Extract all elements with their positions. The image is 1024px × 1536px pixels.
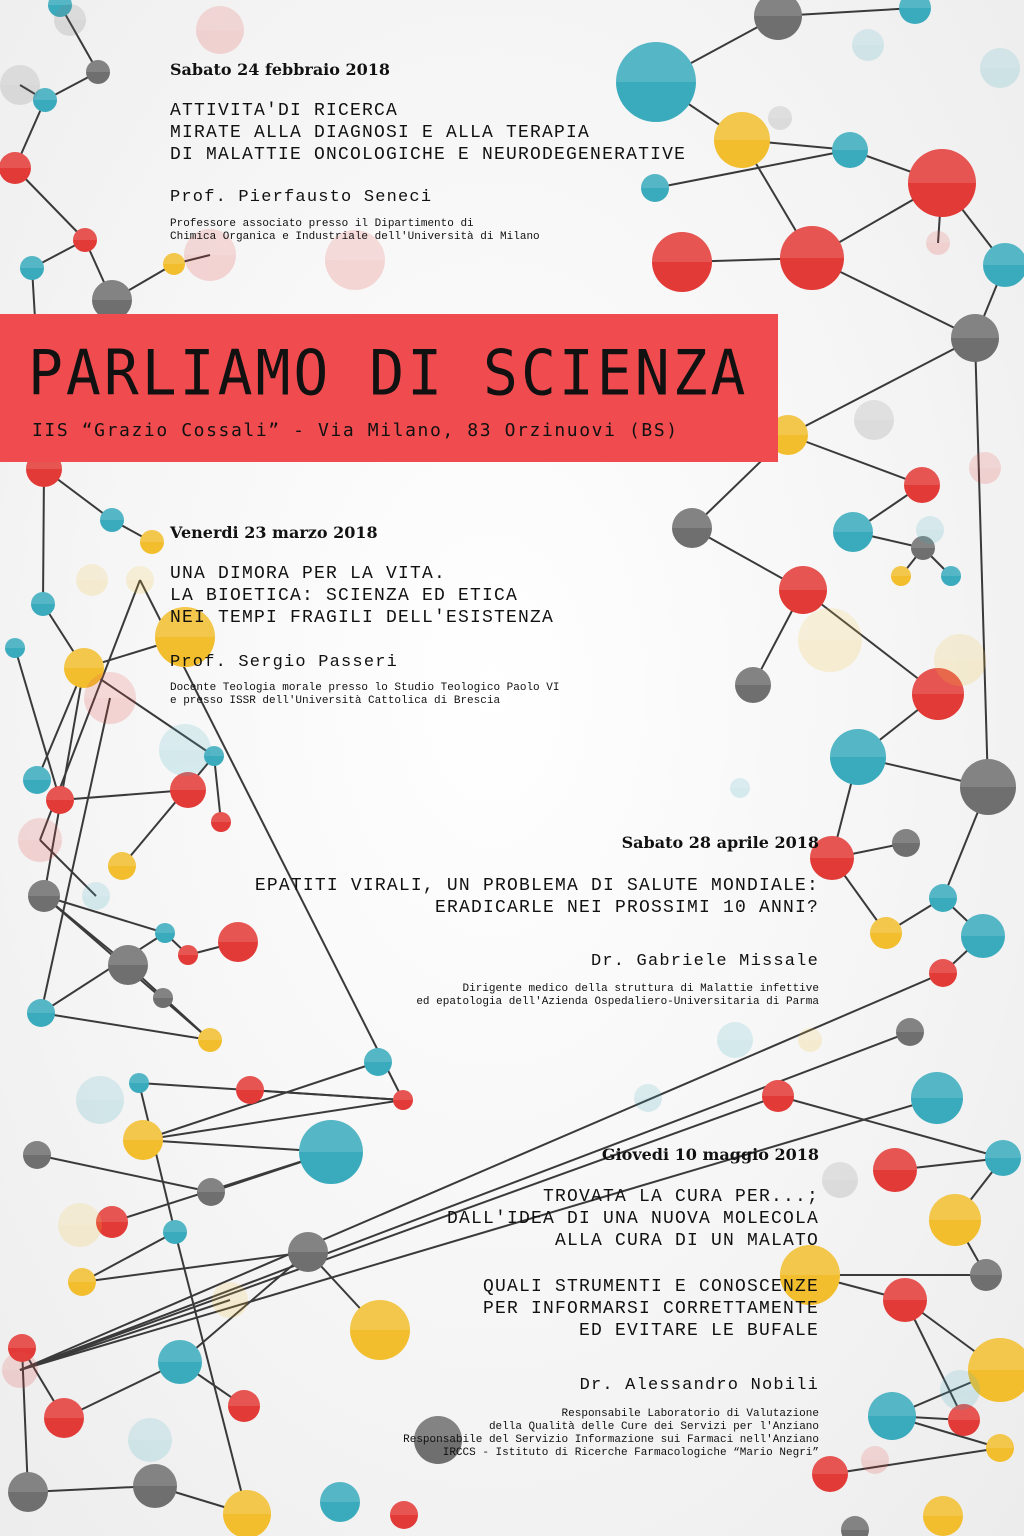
molecule-node bbox=[76, 1076, 124, 1124]
molecule-node bbox=[44, 1398, 84, 1438]
molecule-node bbox=[159, 724, 211, 776]
molecule-node bbox=[108, 852, 136, 880]
molecule-node bbox=[940, 1370, 980, 1410]
molecule-node bbox=[923, 1496, 963, 1536]
molecule-node bbox=[908, 149, 976, 217]
molecule-node bbox=[904, 467, 940, 503]
molecule-node bbox=[652, 232, 712, 292]
molecule-node bbox=[929, 1194, 981, 1246]
molecule-node bbox=[779, 566, 827, 614]
molecule-node bbox=[812, 1456, 848, 1492]
molecule-node bbox=[100, 508, 124, 532]
molecule-node bbox=[985, 1140, 1021, 1176]
molecule-node bbox=[46, 786, 74, 814]
event-1-affiliation bbox=[170, 218, 540, 244]
event-1-title-line: MIRATE ALLA DIAGNOSI E ALLA TERAPIA bbox=[170, 123, 591, 143]
molecule-node bbox=[54, 4, 86, 36]
network-link bbox=[830, 1448, 1000, 1474]
molecule-node bbox=[929, 884, 957, 912]
molecule-node bbox=[970, 1259, 1002, 1291]
molecule-node bbox=[868, 1392, 916, 1440]
molecule-node bbox=[762, 1080, 794, 1112]
molecule-node bbox=[76, 564, 108, 596]
molecule-node bbox=[23, 1141, 51, 1169]
event-3-title bbox=[255, 875, 819, 919]
event-1-title-line: DI MALATTIE ONCOLOGICHE E NEURODEGENERATIVE bbox=[170, 145, 687, 165]
molecule-node bbox=[212, 1282, 248, 1318]
molecule-node bbox=[123, 1120, 163, 1160]
event-3-title-line: ERADICARLE NEI PROSSIMI 10 ANNI? bbox=[434, 898, 819, 918]
molecule-node bbox=[5, 638, 25, 658]
molecule-node bbox=[163, 253, 185, 275]
network-link bbox=[43, 469, 44, 604]
molecule-node bbox=[873, 1148, 917, 1192]
molecule-node bbox=[852, 29, 884, 61]
molecule-node bbox=[20, 256, 44, 280]
molecule-node bbox=[23, 766, 51, 794]
event-4-title-line: TROVATA LA CURA PER...; bbox=[542, 1187, 819, 1207]
event-4-title-line: ALLA CURA DI UN MALATO bbox=[554, 1231, 819, 1251]
molecule-node bbox=[983, 243, 1024, 287]
event-2-title-line: LA BIOETICA: SCIENZA ED ETICA bbox=[170, 586, 519, 606]
molecule-node bbox=[350, 1300, 410, 1360]
molecule-node bbox=[934, 634, 986, 686]
event-4-subtitle-line: PER INFORMARSI CORRETTAMENTE bbox=[482, 1299, 819, 1319]
event-3-date: Sabato 28 aprile 2018 bbox=[621, 833, 819, 852]
molecule-node bbox=[18, 818, 62, 862]
molecule-node bbox=[717, 1022, 753, 1058]
molecule-node bbox=[163, 1220, 187, 1244]
molecule-node bbox=[896, 1018, 924, 1046]
molecule-node bbox=[0, 152, 31, 184]
molecule-node bbox=[768, 106, 792, 130]
molecule-node bbox=[223, 1490, 271, 1536]
event-3-affiliation-line: Dirigente medico della struttura di Malattie infettive bbox=[462, 983, 819, 995]
molecule-node bbox=[941, 566, 961, 586]
molecule-node bbox=[0, 65, 40, 105]
event-1-affiliation-line: Chimica Organica e Industriale dell'Università di Milano bbox=[170, 231, 540, 243]
molecule-node bbox=[870, 917, 902, 949]
event-1-speaker: Prof. Pierfausto Seneci bbox=[170, 188, 433, 207]
molecule-node bbox=[798, 608, 862, 672]
event-4-subtitle bbox=[483, 1276, 819, 1342]
molecule-node bbox=[969, 452, 1001, 484]
molecule-node bbox=[84, 672, 136, 724]
molecule-node bbox=[68, 1268, 96, 1296]
molecule-node bbox=[832, 132, 868, 168]
event-2-affiliation-line: e presso ISSR dell'Università Cattolica di Brescia bbox=[170, 695, 501, 707]
molecule-node bbox=[672, 508, 712, 548]
molecule-node bbox=[393, 1090, 413, 1110]
molecule-node bbox=[929, 959, 957, 987]
molecule-node bbox=[822, 1162, 858, 1198]
event-1-date: Sabato 24 febbraio 2018 bbox=[170, 60, 391, 79]
molecule-node bbox=[27, 999, 55, 1027]
molecule-node bbox=[961, 914, 1005, 958]
molecule-node bbox=[198, 1028, 222, 1052]
molecule-node bbox=[197, 1178, 225, 1206]
molecule-node bbox=[320, 1482, 360, 1522]
molecule-node bbox=[830, 729, 886, 785]
title-banner bbox=[0, 314, 778, 462]
molecule-node bbox=[735, 667, 771, 703]
event-2-affiliation bbox=[170, 682, 559, 708]
event-4-title-line: DALL'IDEA DI UNA NUOVA MOLECOLA bbox=[446, 1209, 819, 1229]
event-4-subtitle-line: QUALI STRUMENTI E CONOSCENZE bbox=[482, 1277, 819, 1297]
molecule-node bbox=[634, 1084, 662, 1112]
molecule-node bbox=[218, 922, 258, 962]
molecule-node bbox=[916, 516, 944, 544]
event-4-affiliation bbox=[403, 1408, 819, 1460]
molecule-node bbox=[178, 945, 198, 965]
molecule-node bbox=[108, 945, 148, 985]
molecule-node bbox=[133, 1464, 177, 1508]
molecule-node bbox=[841, 1516, 869, 1536]
molecule-node bbox=[170, 772, 206, 808]
page-title: PARLIAMO DI SCIENZA bbox=[28, 336, 749, 410]
molecule-node bbox=[899, 0, 931, 24]
molecule-node bbox=[128, 1418, 172, 1462]
molecule-node bbox=[911, 1072, 963, 1124]
event-3-affiliation bbox=[416, 983, 819, 1009]
network-link bbox=[122, 756, 214, 866]
molecule-node bbox=[641, 174, 669, 202]
event-4-subtitle-line: ED EVITARE LE BUFALE bbox=[578, 1321, 819, 1341]
molecule-node bbox=[883, 1278, 927, 1322]
network-link bbox=[788, 435, 922, 485]
network-link bbox=[60, 790, 188, 800]
molecule-node bbox=[288, 1232, 328, 1272]
event-2-title-line: UNA DIMORA PER LA VITA. bbox=[170, 564, 447, 584]
molecule-node bbox=[833, 512, 873, 552]
event-1-title bbox=[170, 100, 686, 166]
event-4-date: Giovedi 10 maggio 2018 bbox=[601, 1145, 819, 1164]
molecule-node bbox=[926, 231, 950, 255]
event-4-title bbox=[447, 1186, 819, 1252]
event-4-affiliation-line: Responsabile del Servizio Informazione sui Farmaci nell'Anziano bbox=[403, 1434, 819, 1446]
molecule-node bbox=[158, 1340, 202, 1384]
molecule-node bbox=[228, 1390, 260, 1422]
molecule-node bbox=[28, 880, 60, 912]
molecule-node bbox=[861, 1446, 889, 1474]
network-link bbox=[37, 1155, 211, 1192]
event-2-affiliation-line: Docente Teologia morale presso lo Studio Teologico Paolo VI bbox=[170, 682, 560, 694]
molecule-node bbox=[299, 1120, 363, 1184]
event-2-title bbox=[170, 563, 554, 629]
event-1-title-line: ATTIVITA'DI RICERCA bbox=[170, 101, 399, 121]
event-4-affiliation-line: della Qualità delle Cure dei Servizi per l'Anziano bbox=[488, 1421, 819, 1433]
molecule-node bbox=[754, 0, 802, 40]
molecule-node bbox=[73, 228, 97, 252]
molecule-node bbox=[390, 1501, 418, 1529]
molecule-node bbox=[126, 566, 154, 594]
molecule-node bbox=[153, 988, 173, 1008]
molecule-node bbox=[196, 6, 244, 54]
molecule-node bbox=[86, 60, 110, 84]
event-4-affiliation-line: Responsabile Laboratorio di Valutazione bbox=[561, 1408, 819, 1420]
molecule-node bbox=[986, 1434, 1014, 1462]
event-3-speaker: Dr. Gabriele Missale bbox=[590, 952, 819, 971]
molecule-node bbox=[211, 812, 231, 832]
molecule-node bbox=[58, 1203, 102, 1247]
molecule-node bbox=[892, 829, 920, 857]
event-1-affiliation-line: Professore associato presso il Dipartimento di bbox=[170, 218, 474, 230]
molecule-node bbox=[140, 530, 164, 554]
event-3-affiliation-line: ed epatologia dell'Azienda Ospedaliero-Universitaria di Parma bbox=[416, 996, 819, 1008]
molecule-node bbox=[730, 778, 750, 798]
molecule-node bbox=[891, 566, 911, 586]
molecule-node bbox=[780, 226, 844, 290]
molecule-node bbox=[2, 1352, 38, 1388]
venue-address: IIS “Grazio Cossali” - Via Milano, 83 Orzinuovi (BS) bbox=[32, 420, 679, 441]
event-3-title-line: EPATITI VIRALI, UN PROBLEMA DI SALUTE MONDIALE: bbox=[254, 876, 819, 896]
molecule-node bbox=[31, 592, 55, 616]
event-2-title-line: NEI TEMPI FRAGILI DELL'ESISTENZA bbox=[170, 608, 555, 628]
event-4-affiliation-line: IRCCS - Istituto di Ricerche Farmacologiche “Mario Negri” bbox=[442, 1447, 819, 1459]
event-2-date: Venerdi 23 marzo 2018 bbox=[170, 523, 378, 542]
molecule-node bbox=[129, 1073, 149, 1093]
molecule-node bbox=[960, 759, 1016, 815]
molecule-node bbox=[951, 314, 999, 362]
molecule-node bbox=[714, 112, 770, 168]
molecule-node bbox=[236, 1076, 264, 1104]
event-2-speaker: Prof. Sergio Passeri bbox=[170, 653, 399, 672]
event-4-speaker: Dr. Alessandro Nobili bbox=[579, 1376, 819, 1395]
molecule-node bbox=[980, 48, 1020, 88]
molecule-node bbox=[854, 400, 894, 440]
network-link bbox=[143, 1100, 403, 1140]
molecule-node bbox=[364, 1048, 392, 1076]
molecule-node bbox=[798, 1028, 822, 1052]
molecule-node bbox=[82, 882, 110, 910]
network-link bbox=[975, 338, 988, 787]
molecule-node bbox=[8, 1472, 48, 1512]
molecule-node bbox=[155, 923, 175, 943]
